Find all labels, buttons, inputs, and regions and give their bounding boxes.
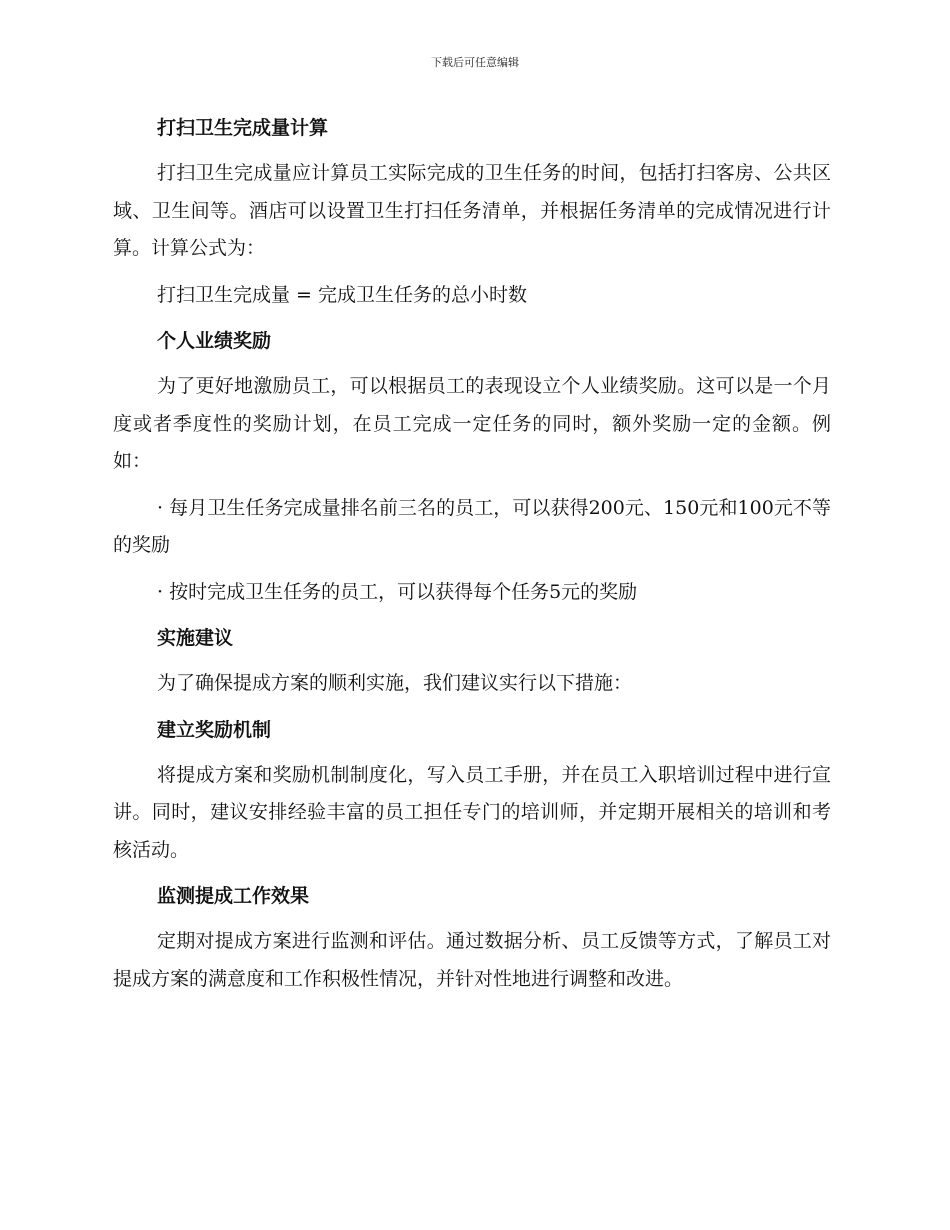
paragraph-reward-description: 为了更好地激励员工，可以根据员工的表现设立个人业绩奖励。这可以是一个月度或者季度性的奖励计划，在员工完成一定任务的同时，额外奖励一定的金额。例如： <box>113 375 831 472</box>
section-heading-personal-reward: 个人业绩奖励 <box>157 330 272 352</box>
paragraph-cleaning-description: 打扫卫生完成量应计算员工实际完成的卫生任务的时间，包括打扫客房、公共区域、卫生间等。酒店可以设置卫生打扫任务清单，并根据任务清单的完成情况进行计算。计算公式为： <box>113 162 831 259</box>
section-heading-reward-mechanism: 建立奖励机制 <box>157 718 272 741</box>
document-body <box>113 110 831 1007</box>
section-heading-cleaning-calculation: 打扫卫生完成量计算 <box>157 117 329 139</box>
section-heading-implementation: 实施建议 <box>157 627 234 649</box>
bullet-ontime-task-reward: · 按时完成卫生任务的员工，可以获得每个任务5元的奖励 <box>157 580 638 603</box>
paragraph-reward-mechanism: 将提成方案和奖励机制制度化，写入员工手册，并在员工入职培训过程中进行宣讲。同时，建议安排经验丰富的员工担任专门的培训师，并定期开展相关的培训和考核活动。 <box>113 763 831 861</box>
page-header-note: 下载后可任意编辑 <box>431 56 519 69</box>
paragraph-implementation-intro: 为了确保提成方案的顺利实施，我们建议实行以下措施： <box>157 672 633 694</box>
section-heading-monitoring: 监测提成工作效果 <box>157 885 310 907</box>
paragraph-monitoring: 定期对提成方案进行监测和评估。通过数据分析、员工反馈等方式，了解员工对提成方案的满意度和工作积极性情况，并针对性地进行调整和改进。 <box>113 930 831 990</box>
bullet-monthly-ranking-reward: · 每月卫生任务完成量排名前三名的员工，可以获得200元、150元和100元不等的奖励 <box>113 496 831 556</box>
paragraph-cleaning-formula: 打扫卫生完成量 = 完成卫生任务的总小时数 <box>157 283 528 306</box>
